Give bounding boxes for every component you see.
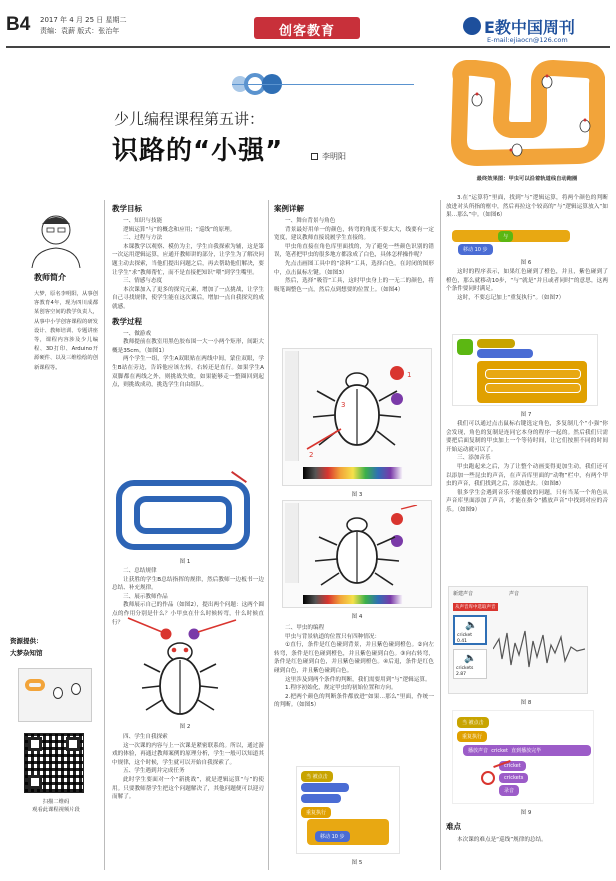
if-and-block[interactable] [485, 383, 581, 393]
case-1-text-d: 然后，选择“吸管”工具，这时甲虫身上的一无二的颜色，将吸笔调整色一点，然后点到想要的位置上。（如图4） [274, 278, 434, 293]
process-3-title: 三、展示教师作品 [123, 593, 168, 600]
process-5-title: 五、学生遇到并完成任务 [123, 768, 185, 775]
sound-item-1[interactable]: 🔈 cricket 0.41 [453, 615, 487, 645]
sprite-thumb[interactable] [457, 339, 473, 355]
teacher-title: 教师简介 [34, 273, 66, 282]
figure-7-caption: 图 7 [520, 412, 532, 418]
qr-code[interactable] [24, 733, 84, 793]
dropdown-option-cricket[interactable]: cricket [499, 761, 526, 771]
col3-text-2: 这时的程序表示，如果红色碰到了橙色，并且，紫色碰到了橙色，那么就移动10步，“与”就是“并且或者同时”的意思，这两个条件要同时满足。 [446, 269, 608, 293]
goal-3-text: 本次课加入了更多的探究元素，增加了一点挑战，让学生自己寻找规律，使学生能在这次课后，增加一点自我探究的成就感。 [112, 286, 264, 310]
case-1-text-a: 背景最好用单一的颜色，转弯的角度不要太大，线要有一定宽度，建议教师直接说履学生直接的。 [274, 226, 434, 242]
svg-text:3: 3 [341, 401, 346, 409]
article-title: 识路的“小强” [112, 136, 284, 166]
case-1-text-b: 甲虫角直接在角色库里面找的，为了避免一些颜色识别的错误，笔者把甲虫的很多地方都涂成了白色，具体怎样操作呢？ [274, 243, 434, 259]
waveform [493, 627, 585, 671]
figure-6 [452, 228, 572, 256]
svg-text:1: 1 [407, 371, 412, 379]
when-flag-clicked-block[interactable] [477, 339, 515, 348]
sound-item-2[interactable]: 🔈 crickets 2.87 [453, 649, 487, 679]
resource-label: 资源提供： [10, 637, 43, 645]
goal-1-title: 一、知识与技能 [123, 218, 163, 224]
col3-text-3: 这时，不要忘记加上“重复执行”。（如图7） [457, 294, 565, 301]
heading-case: 案例详解 [274, 204, 304, 213]
case-1-title: 一、舞台背景与角色 [285, 218, 336, 224]
beetle-icon [472, 93, 482, 107]
dropdown-option-record[interactable]: 录音 [499, 785, 519, 796]
when-flag-clicked-block[interactable]: 当 被点击 [301, 771, 333, 782]
forever-block[interactable]: 重复执行 [301, 807, 331, 818]
case-2-text-e: 2.把两个颜色的判断条件都放进“如果…那么”里面，作统一的判断。（如图5） [274, 693, 434, 709]
process-2-title: 二、总结规律 [123, 568, 157, 574]
difficulty-text: 本次课的难点是“巡线”规律的总结。 [457, 837, 547, 843]
case-2-text-d: 1.程序初始化，规定甲虫的初始位置和方向。 [285, 685, 397, 692]
goal-2-text: 本课教学以观察、模仿为主，学生自我探索为辅，这是第一次运用逻辑运算，应通开教师讲的部分，让学生为了解决问题主动去探索，当他们提出问题之后，再去帮助他们解决，要让学生“求”教师帮忙，而不是直接把知识“喂”到学生嘴里。 [112, 243, 264, 276]
figure-3-caption: 图 3 [351, 492, 363, 498]
title-dots [232, 72, 292, 98]
figure-8 [448, 586, 588, 694]
figure-8-caption: 图 8 [520, 700, 532, 706]
figure-1-caption: 图 1 [179, 559, 191, 565]
teacher-bio: 大梦，原名李明阳，从事创客教育4年，现为四川成都某创客空间的教学负责人，从事中小学创客课程的研发设计、教师培训、专题讲座等，课程内容涉及少儿编程、3D打印、Arduino开源硬件、以及三维绘绘的创新课程等。 [34, 291, 98, 371]
section-title: 创客教育 [278, 24, 335, 39]
editors: 责编：袁薪 版式：张治年 [40, 27, 120, 35]
goal-2-title: 二、过程与方法 [123, 235, 163, 242]
figure-4-caption: 图 4 [351, 614, 363, 620]
heading-difficulty: 难点 [446, 822, 461, 831]
col-divider-2 [440, 200, 441, 870]
col3-text-6: 很多学生会遇到音乐不能播放的问题，只有当某一个角色从声音库里面添加了声音，才能在指令“播放声音”中找到对应的音乐。（如图9） [446, 489, 608, 513]
figure-9 [452, 710, 594, 804]
new-sound-label: 新建声音 [453, 591, 474, 597]
figure-1 [112, 476, 258, 554]
move-block[interactable]: 移动 10 步 [315, 831, 350, 842]
col3-text-4: 我们可以通过点击鼠标右键选定角色，多复制几个“小强”你会发现，角色的复制是连同它本身的程序一起的。然后我们只需要把后面复制的甲虫加上一个等待时间，让它们按照不同的时间开始运动就可以了。 [446, 421, 608, 453]
process-4-title: 四、学生自我探索 [123, 734, 168, 740]
figure-3 [282, 348, 432, 486]
col2-b [274, 624, 434, 710]
logo-badge-icon [463, 17, 481, 35]
goto-block[interactable] [477, 349, 533, 358]
col3-text-1: 3.在“运算符”里面，找到“与”逻辑运算，将两个颜色的判断放进对头所指的框中，然后再拉这个较高的“与”逻辑运算放入“如果…那么”中。（如图6） [446, 195, 608, 219]
library-hint[interactable]: 从声音库中选取声音 [455, 605, 496, 610]
beetle-icon [315, 518, 399, 585]
forever-block[interactable]: 重复执行 [457, 731, 487, 742]
figure-2-caption: 图 2 [179, 724, 191, 730]
process-1-title: 一、做游戏 [123, 330, 151, 337]
point-direction-block[interactable] [301, 794, 341, 803]
and-operator[interactable]: 与 [498, 231, 513, 242]
col2 [274, 204, 434, 294]
figure-9-caption: 图 9 [520, 810, 532, 816]
goal-1-text: 逻辑运算“与”的概念和应用；“巡线”的原理。 [123, 226, 236, 233]
music-title: 三、添加音乐 [457, 455, 491, 462]
svg-text:2: 2 [309, 451, 314, 459]
case-2-text-a: 甲虫与背景轨道的位置只有四种情况： [285, 633, 381, 640]
page-number: B4 [6, 14, 31, 35]
col-divider-1 [268, 200, 269, 870]
col3-text-5: 甲虫跑起来之后，为了让整个动画变得更加生动，我们还可以添加一些昆虫的声音，在声音库里面的“动物”栏中，有两个甲虫的声音，我们找到之后，添加进去。（如图8） [446, 463, 608, 488]
resource-thumbnail [18, 668, 92, 722]
header-rule [6, 46, 610, 48]
masthead-logo: E教中国周刊 [484, 18, 575, 37]
col3-c [446, 420, 608, 515]
qr-caption: 扫描二维码 观看此课程视频片段 [32, 799, 80, 813]
figure-6-caption: 图 6 [520, 260, 532, 266]
track-figure [447, 60, 605, 170]
play-sound-until-done-block[interactable]: 播放声音 cricket 直到播放完毕 [463, 745, 591, 756]
article-kicker: 少儿编程课程第五讲： [114, 110, 265, 128]
figure-4 [282, 500, 432, 608]
move-10-block[interactable]: 移动 10 步 [458, 244, 493, 255]
figure-5 [296, 766, 400, 854]
col3-b [446, 268, 608, 302]
col1-c [112, 733, 264, 802]
case-1-text-c: 先点击画图工具中的“涂料”工具，选择白色，在封闭的图形中，点击鼠标左键。（如图3） [274, 260, 434, 276]
goto-block[interactable] [301, 783, 349, 792]
beetle-icon [580, 119, 590, 133]
heading-process: 教学过程 [112, 316, 142, 326]
process-4-text: 这一次课的内容与上一次课是紧密联系的。所以，通过游戏的体验，再通过教师案例的原理分析，学生一般可以知道其中规律，这个时候，学生就可以开始自我探索了。 [112, 742, 264, 766]
author-name: 李明阳 [322, 152, 346, 161]
title-line [232, 84, 414, 85]
sound-tab[interactable]: 声音 [509, 591, 520, 597]
if-and-block[interactable] [485, 369, 581, 379]
figure-5-caption: 图 5 [351, 860, 363, 866]
process-1-text: 教师提前在教室用黑色胶布围一大一小两个矩形，间距大概是35cm。（如图1） [112, 339, 264, 354]
figure-7 [452, 334, 598, 406]
beetle-icon [313, 373, 401, 445]
beetle-icon [142, 643, 218, 714]
process-5-text: 此时学生要面对一个“新挑战”，就是逻辑运算“与”的使用。只要教师帮学生把这个问题解决了，其他问题便可以迎刃而解了。 [112, 776, 264, 801]
goal-3-title: 三、情感与态度 [123, 278, 163, 285]
dropdown-option-crickets[interactable]: crickets [499, 773, 528, 783]
col1 [112, 204, 264, 390]
process-3-text: 教师展示自己的作品（如图2），提出两个问题：这两个圆点的作用分别是什么？小甲虫在什么时候转弯，什么时候直行？ [112, 602, 264, 626]
case-2-title: 二、甲虫的编程 [285, 625, 325, 631]
author-icon [311, 153, 318, 160]
when-flag-clicked-block[interactable]: 当 被点击 [457, 717, 489, 728]
process-1-text-b: 两个学生一组，学生A双眼贴在两线中间，蒙住双眼，学生B站在旁边，告诉他应该左转，右转还是直行。如果学生A双脚都在两线之外，则挑战失败，如果能够走一整圈回到起点，则挑战成功，挑选学生自由组队。 [112, 356, 264, 389]
sidebar-divider [104, 200, 105, 870]
heading-goals: 教学目标 [112, 204, 142, 213]
resource-source: 大梦杂知馆 [10, 649, 43, 657]
issue-date: 2017 年 4 月 25 日 星期二 [40, 16, 127, 24]
author-portrait [14, 206, 96, 268]
figure-2 [118, 614, 258, 718]
case-2-text-c: 这里涉及到两个条件的判断，我们需要用到“与”逻辑运算。 [285, 676, 431, 683]
case-2-text-b: ①直行，条件是红色碰到背景，并且紫色碰到橙色。②向左转弯，条件是红色碰到橙色，并且紫色碰到白色。③向右转弯，条件是红色碰到白色，并且紫色碰到橙色。④后退，条件是红色碰到白色，并且紫色碰到白色。 [274, 642, 434, 674]
process-2-text: 让获胜的学生B总结指挥的规律，然后教师一边板书一边总结、补充规律。 [112, 576, 264, 592]
callout-circle [481, 771, 495, 785]
forever-block[interactable] [477, 361, 587, 403]
track-caption: 最终效果图：甲虫可以沿着轨道线自动跑圈 [476, 176, 578, 182]
masthead-email: E-mail:ejiaocn@126.com [487, 36, 568, 44]
